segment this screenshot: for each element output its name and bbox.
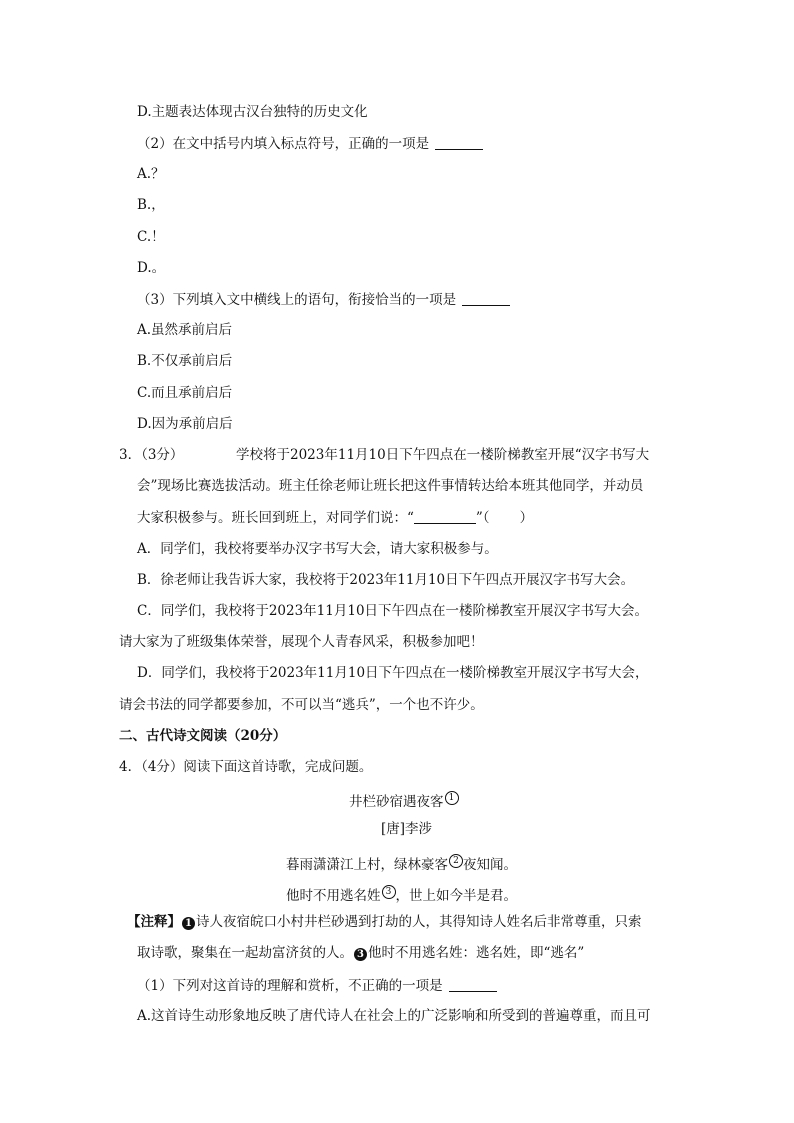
annotation-text-1: 诗人夜宿皖口小村井栏砂遇到打劫的人，其得知诗人姓名后非常尊重，只索 xyxy=(196,914,642,930)
poem-line-1a: 暮雨潇潇江上村，绿林豪客 xyxy=(286,857,448,873)
question-2-sub2-stem xyxy=(137,137,483,152)
annotation-line-1 xyxy=(127,916,642,930)
answer-blank xyxy=(435,137,483,150)
question-4-sub1-stem xyxy=(137,979,497,994)
poem-title xyxy=(349,791,459,810)
annotation-number: 3 xyxy=(354,948,367,961)
sub1-stem-text: （1）下列对这首诗的理解和赏析，不正确的一项是 xyxy=(137,978,443,994)
footnote-marker: 2 xyxy=(449,854,463,868)
annotation-line-2 xyxy=(137,947,584,961)
sub2-option-a: A.？ xyxy=(137,166,165,182)
poem-line-2 xyxy=(286,885,517,904)
sub3-option-c: C.而且承前启后 xyxy=(137,385,233,401)
line3-paren-open: ”（ xyxy=(475,510,490,526)
footnote-marker: 1 xyxy=(445,791,459,805)
poem-line-1b: 夜知闻。 xyxy=(463,857,517,873)
sub2-option-d: D.。 xyxy=(137,260,166,276)
question-3-line2: 会”现场比赛选拔活动。班主任徐老师让班长把这件事情转达给本班其他同学，并动员 xyxy=(137,478,644,494)
sub2-stem-text: （2）在文中括号内填入标点符号，正确的一项是 xyxy=(137,136,430,152)
poem-line-2a: 他时不用逃名姓 xyxy=(286,888,381,904)
annotation-text-3: 他时不用逃名姓：逃名姓，即“逃名” xyxy=(368,945,585,961)
question-4-sub1-option-a: A.这首诗生动形象地反映了唐代诗人在社会上的广泛影响和所受到的普遍尊重，而且可 xyxy=(137,1008,651,1024)
question-3-line1: 学校将于2023年11月10日下午四点在一楼阶梯教室开展“汉字书写大 xyxy=(236,447,650,463)
footnote-marker: 3 xyxy=(382,885,396,899)
line3-text: 大家积极参与。班长回到班上，对同学们说：“ xyxy=(137,510,414,526)
poem-author: [唐]李涉 xyxy=(381,821,433,837)
question-2-sub3-stem xyxy=(137,293,510,308)
answer-blank xyxy=(462,293,510,306)
question-4-stem: 4．（4分）阅读下面这首诗歌，完成问题。 xyxy=(119,759,373,775)
question-3-line3 xyxy=(137,511,533,526)
question-3-option-d-line1: D．同学们，我校将于2023年11月10日下午四点在一楼阶梯教室开展汉字书写大会， xyxy=(137,665,649,681)
sub2-option-b: B.， xyxy=(137,197,165,213)
section-heading: 二、古代诗文阅读（20分） xyxy=(119,728,287,744)
poem-line-1 xyxy=(286,854,517,873)
annotation-label: 【注释】 xyxy=(127,914,181,930)
answer-blank xyxy=(449,979,497,992)
line3-paren-close: ） xyxy=(519,510,534,526)
sub3-option-a: A.虽然承前启后 xyxy=(137,322,233,338)
question-3-option-c-line1: C．同学们，我校将于2023年11月10日下午四点在一楼阶梯教室开展汉字书写大会。 xyxy=(137,603,649,619)
sub3-option-d: D.因为承前启后 xyxy=(137,416,233,432)
annotation-text-1-cont: 取诗歌，聚集在一起劫富济贫的人。 xyxy=(137,945,353,961)
quote-blank xyxy=(414,511,476,524)
question-3-number: 3．（3分） xyxy=(119,447,184,463)
question-3-option-c-line2: 请大家为了班级集体荣誉，展现个人青春风采，积极参加吧！ xyxy=(119,634,484,650)
sub3-stem-text: （3）下列填入文中横线上的语句，衔接恰当的一项是 xyxy=(137,292,457,308)
question-3-option-d-line2: 请会书法的同学都要参加，不可以当“逃兵”，一个也不许少。 xyxy=(119,697,484,713)
question-3-option-b: B．徐老师让我告诉大家，我校将于2023年11月10日下午四点开展汉字书写大会。 xyxy=(137,572,635,588)
annotation-number: 1 xyxy=(182,917,195,930)
sub2-option-c: C.！ xyxy=(137,229,165,245)
question-3-option-a: A．同学们，我校将要举办汉字书写大会，请大家积极参与。 xyxy=(137,541,498,557)
poem-title-text: 井栏砂宿遇夜客 xyxy=(349,794,444,810)
poem-line-2b: ，世上如今半是君。 xyxy=(395,888,517,904)
sub3-option-b: B.不仅承前启后 xyxy=(137,353,233,369)
option-d-previous: D.主题表达体现古汉台独特的历史文化 xyxy=(137,104,368,120)
